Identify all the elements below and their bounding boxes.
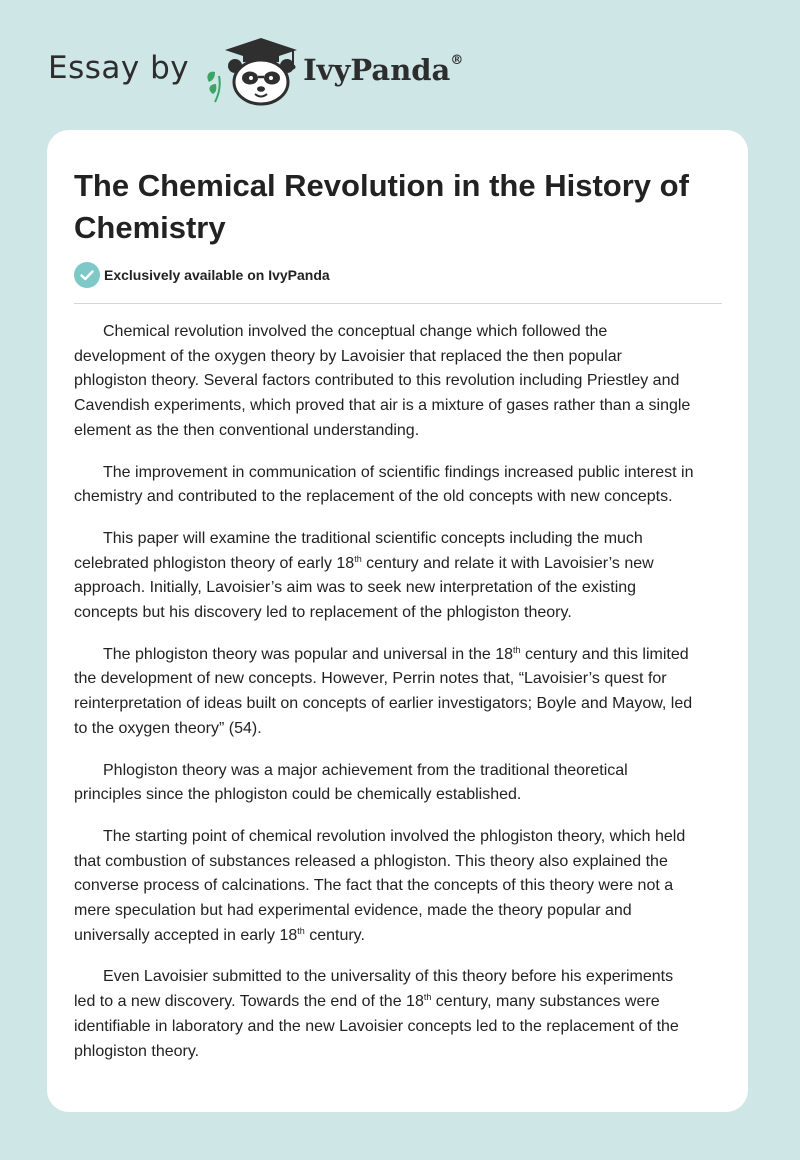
paragraph-6 [74, 825, 722, 949]
essay-body [74, 320, 722, 1081]
text-line: development of the oxygen theory by Lavoisier that replaced the then popular [74, 347, 622, 365]
paragraph-7 [74, 965, 722, 1064]
text-line: celebrated phlogiston theory of early 18th century and relate it with Lavoisier’s new [74, 553, 654, 572]
paragraph-5 [74, 759, 722, 808]
text-line: concepts but his discovery led to replacement of the phlogiston theory. [74, 604, 572, 622]
text-line: chemistry and contributed to the replacement of the old concepts with new concepts. [74, 488, 673, 506]
text-line: converse process of calcinations. The fact that the concepts of this theory were not a [74, 877, 674, 895]
text-line: element as the then conventional understanding. [74, 421, 420, 439]
text-line: The starting point of chemical revolution involved the phlogiston theory, which held [103, 827, 686, 845]
text-line: phlogiston theory. [74, 1042, 200, 1060]
text-line: the development of new concepts. However, Perrin notes that, “Lavoisier’s quest for [74, 670, 667, 688]
essay-by-label: Essay by [48, 50, 190, 86]
text-line: The phlogiston theory was popular and universal in the 18th century and this limited [103, 644, 689, 663]
divider [74, 303, 722, 304]
text-line: The improvement in communication of scientific findings increased public interest in [103, 463, 694, 481]
text-line: principles since the phlogiston could be chemically established. [74, 786, 522, 804]
exclusive-label: Exclusively available on IvyPanda [104, 267, 330, 283]
text-line: Cavendish experiments, which proved that air is a mixture of gases rather than a single [74, 397, 691, 415]
text-line: phlogiston theory. Several factors contributed to this revolution including Priestley and [74, 372, 680, 390]
text-line: that combustion of substances released a phlogiston. This theory also explained the [74, 852, 668, 870]
text-line: identifiable in laboratory and the new Lavoisier concepts led to the replacement of the [74, 1017, 679, 1035]
text-line: universally accepted in early 18th century. [74, 925, 365, 944]
page-title: The Chemical Revolution in the History of Chemistry [74, 168, 689, 245]
exclusive-badge [74, 262, 330, 288]
paragraph-3 [74, 527, 722, 626]
text-line: to the oxygen theory” (54). [74, 719, 262, 737]
text-line: approach. Initially, Lavoisier’s aim was to seek new interpretation of the existing [74, 579, 637, 597]
text-line: Phlogiston theory was a major achievement from the traditional theoretical [103, 761, 628, 779]
check-circle-icon [74, 262, 100, 288]
brand-name[interactable]: IvyPanda® [303, 53, 464, 87]
text-line: Chemical revolution involved the conceptual change which followed the [103, 323, 608, 340]
text-line: Even Lavoisier submitted to the universality of this theory before his experiments [103, 968, 674, 986]
site-header [48, 36, 463, 106]
text-line: mere speculation but had experimental evidence, made the theory popular and [74, 902, 632, 920]
paragraph-2 [74, 461, 722, 510]
text-line: reinterpretation of ideas built on concepts of earlier investigators; Boyle and Mayow, led [74, 695, 693, 713]
essay-card [47, 130, 748, 1112]
text-line: This paper will examine the traditional scientific concepts including the much [103, 529, 643, 547]
paragraph-1 [74, 320, 722, 444]
text-line: led to a new discovery. Towards the end of the 18th century, many substances were [74, 992, 660, 1011]
paragraph-4 [74, 643, 722, 742]
panda-logo-icon[interactable] [203, 36, 299, 106]
